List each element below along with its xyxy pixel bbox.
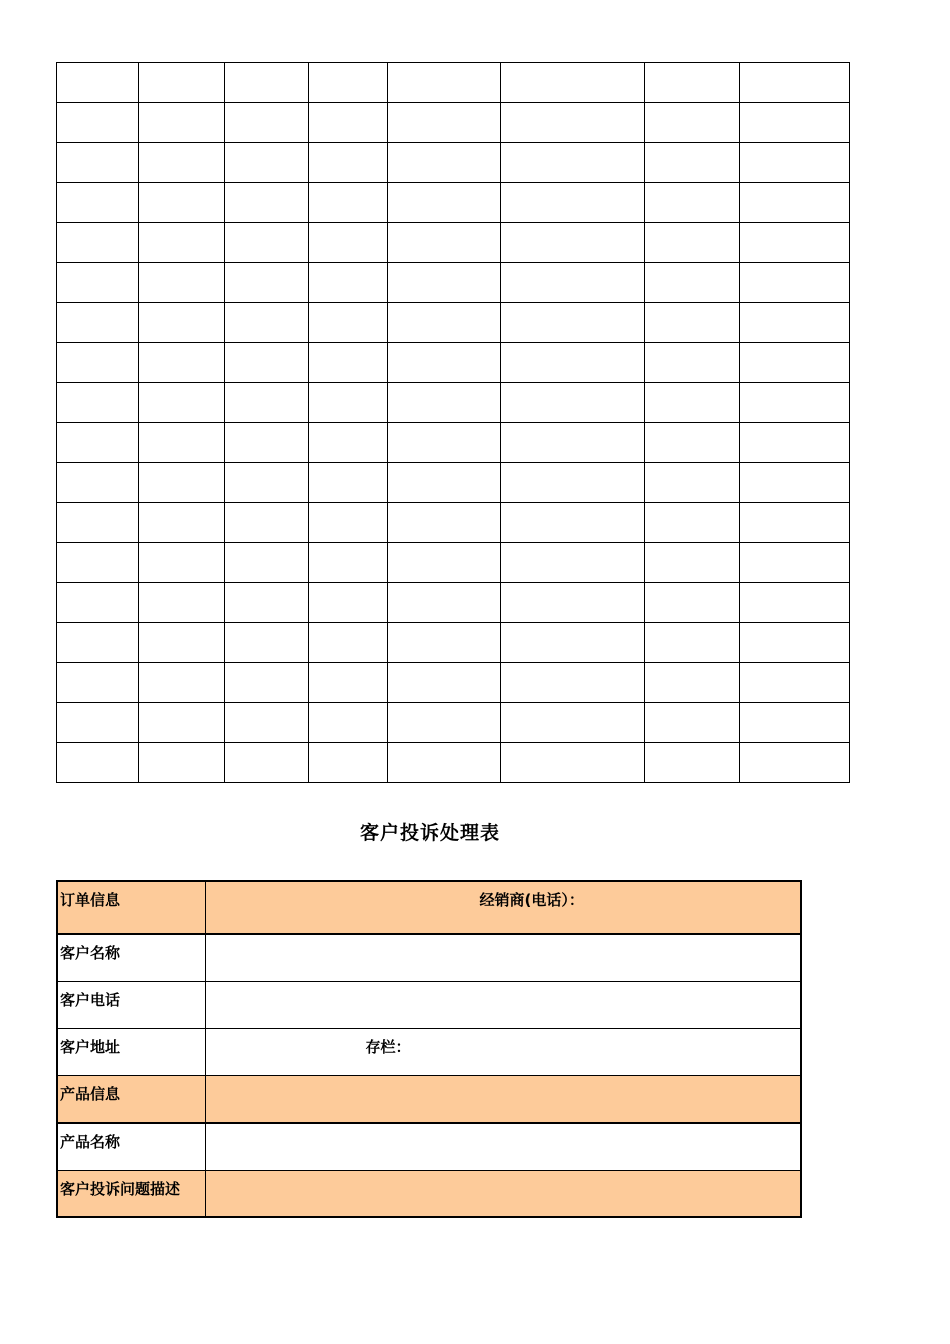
product-name-row [57, 1123, 801, 1170]
table-cell[interactable] [501, 543, 645, 583]
table-cell[interactable] [57, 63, 139, 103]
table-cell[interactable] [57, 143, 139, 183]
table-cell[interactable] [309, 503, 388, 543]
table-cell[interactable] [740, 423, 850, 463]
table-cell[interactable] [388, 343, 501, 383]
table-row [57, 263, 850, 303]
table-cell[interactable] [740, 223, 850, 263]
table-cell[interactable] [740, 503, 850, 543]
table-cell[interactable] [139, 423, 225, 463]
table-cell[interactable] [57, 703, 139, 743]
table-cell[interactable] [388, 583, 501, 623]
table-cell[interactable] [57, 423, 139, 463]
table-cell[interactable] [139, 623, 225, 663]
table-row [57, 343, 850, 383]
table-cell[interactable] [309, 463, 388, 503]
table-cell[interactable] [740, 383, 850, 423]
table-cell[interactable] [740, 343, 850, 383]
table-cell[interactable] [645, 143, 740, 183]
product-info-value[interactable] [205, 1075, 801, 1123]
customer-phone-label: 客户电话 [57, 981, 205, 1028]
table-cell[interactable] [645, 543, 740, 583]
product-name-field[interactable] [205, 1123, 801, 1170]
table-cell[interactable] [645, 63, 740, 103]
table-cell[interactable] [501, 743, 645, 783]
blank-grid-table [56, 62, 850, 783]
table-row [57, 663, 850, 703]
table-cell[interactable] [309, 143, 388, 183]
table-cell[interactable] [225, 343, 309, 383]
table-cell[interactable] [225, 743, 309, 783]
customer-name-label: 客户名称 [57, 934, 205, 981]
table-row [57, 63, 850, 103]
table-cell[interactable] [57, 463, 139, 503]
product-info-label: 产品信息 [57, 1075, 205, 1123]
table-cell[interactable] [501, 223, 645, 263]
complaint-form-table [56, 880, 802, 1218]
table-cell[interactable] [645, 103, 740, 143]
table-row [57, 423, 850, 463]
table-cell[interactable] [139, 543, 225, 583]
table-cell[interactable] [388, 383, 501, 423]
table-cell[interactable] [645, 663, 740, 703]
table-row [57, 503, 850, 543]
customer-phone-row [57, 981, 801, 1028]
dealer-label: 经销商(电话）： [479, 891, 584, 909]
table-cell[interactable] [225, 463, 309, 503]
table-cell[interactable] [388, 663, 501, 703]
table-cell[interactable] [388, 303, 501, 343]
table-cell[interactable] [139, 383, 225, 423]
table-cell[interactable] [225, 143, 309, 183]
table-cell[interactable] [740, 263, 850, 303]
table-cell[interactable] [309, 183, 388, 223]
table-cell[interactable] [309, 703, 388, 743]
customer-address-field[interactable] [205, 1028, 801, 1075]
table-cell[interactable] [225, 223, 309, 263]
table-row [57, 223, 850, 263]
table-cell[interactable] [501, 303, 645, 343]
table-cell[interactable] [501, 463, 645, 503]
table-cell[interactable] [501, 383, 645, 423]
customer-phone-field[interactable] [205, 981, 801, 1028]
table-cell[interactable] [740, 463, 850, 503]
table-cell[interactable] [388, 223, 501, 263]
table-cell[interactable] [388, 743, 501, 783]
table-cell[interactable] [740, 583, 850, 623]
table-cell[interactable] [388, 503, 501, 543]
table-cell[interactable] [57, 663, 139, 703]
table-cell[interactable] [740, 703, 850, 743]
table-row [57, 143, 850, 183]
table-cell[interactable] [388, 183, 501, 223]
table-cell[interactable] [740, 623, 850, 663]
table-cell[interactable] [645, 743, 740, 783]
table-cell[interactable] [501, 103, 645, 143]
table-cell[interactable] [645, 583, 740, 623]
table-cell[interactable] [645, 623, 740, 663]
order-info-label: 订单信息 [57, 881, 205, 934]
table-cell[interactable] [740, 103, 850, 143]
table-cell[interactable] [740, 63, 850, 103]
table-cell[interactable] [309, 103, 388, 143]
table-cell[interactable] [309, 743, 388, 783]
table-cell[interactable] [501, 63, 645, 103]
blank-grid-body [57, 63, 850, 783]
table-row [57, 583, 850, 623]
table-cell[interactable] [388, 703, 501, 743]
table-cell[interactable] [501, 663, 645, 703]
complaint-desc-row [57, 1170, 801, 1217]
product-name-label: 产品名称 [57, 1123, 205, 1170]
table-cell[interactable] [309, 543, 388, 583]
table-cell[interactable] [740, 183, 850, 223]
table-cell[interactable] [57, 543, 139, 583]
table-row [57, 543, 850, 583]
table-row [57, 623, 850, 663]
table-cell[interactable] [501, 343, 645, 383]
table-cell[interactable] [388, 103, 501, 143]
table-cell[interactable] [740, 143, 850, 183]
table-cell[interactable] [388, 463, 501, 503]
table-cell[interactable] [225, 423, 309, 463]
table-cell[interactable] [740, 543, 850, 583]
table-row [57, 103, 850, 143]
table-cell[interactable] [139, 183, 225, 223]
table-cell[interactable] [57, 583, 139, 623]
table-cell[interactable] [139, 63, 225, 103]
page-title: 客户投诉处理表 [359, 822, 500, 844]
table-cell[interactable] [309, 583, 388, 623]
customer-address-row [57, 1028, 801, 1075]
table-cell[interactable] [139, 223, 225, 263]
table-cell[interactable] [225, 263, 309, 303]
table-cell[interactable] [139, 103, 225, 143]
table-cell[interactable] [309, 303, 388, 343]
table-row [57, 303, 850, 343]
table-cell[interactable] [139, 303, 225, 343]
complaint-desc-label: 客户投诉问题描述 [57, 1170, 205, 1217]
table-cell[interactable] [501, 263, 645, 303]
table-cell[interactable] [225, 663, 309, 703]
table-cell[interactable] [57, 623, 139, 663]
product-info-row [57, 1075, 801, 1123]
table-cell[interactable] [309, 383, 388, 423]
order-info-value[interactable] [205, 881, 801, 934]
table-cell[interactable] [57, 183, 139, 223]
table-cell[interactable] [57, 503, 139, 543]
table-cell[interactable] [139, 343, 225, 383]
table-row [57, 183, 850, 223]
table-cell[interactable] [57, 343, 139, 383]
table-cell[interactable] [645, 303, 740, 343]
table-cell[interactable] [501, 423, 645, 463]
table-cell[interactable] [139, 503, 225, 543]
table-cell[interactable] [309, 623, 388, 663]
column-label: 存栏： [365, 1037, 411, 1056]
table-row [57, 463, 850, 503]
table-cell[interactable] [388, 423, 501, 463]
table-cell[interactable] [57, 223, 139, 263]
table-cell[interactable] [139, 463, 225, 503]
table-cell[interactable] [388, 263, 501, 303]
table-cell[interactable] [225, 503, 309, 543]
table-cell[interactable] [645, 343, 740, 383]
table-row [57, 383, 850, 423]
table-cell[interactable] [309, 63, 388, 103]
table-cell[interactable] [388, 623, 501, 663]
table-cell[interactable] [57, 743, 139, 783]
table-cell[interactable] [57, 103, 139, 143]
order-info-row [57, 881, 801, 934]
table-cell[interactable] [501, 183, 645, 223]
table-cell[interactable] [645, 183, 740, 223]
table-cell[interactable] [309, 343, 388, 383]
table-cell[interactable] [645, 463, 740, 503]
table-cell[interactable] [139, 663, 225, 703]
table-cell[interactable] [501, 143, 645, 183]
table-cell[interactable] [388, 63, 501, 103]
table-cell[interactable] [225, 583, 309, 623]
table-cell[interactable] [740, 663, 850, 703]
table-cell[interactable] [645, 383, 740, 423]
table-cell[interactable] [225, 183, 309, 223]
complaint-desc-field[interactable] [205, 1170, 801, 1217]
table-cell[interactable] [645, 263, 740, 303]
table-row [57, 743, 850, 783]
table-cell[interactable] [225, 63, 309, 103]
table-cell[interactable] [388, 543, 501, 583]
customer-name-field[interactable] [205, 934, 801, 981]
table-cell[interactable] [57, 383, 139, 423]
table-cell[interactable] [225, 543, 309, 583]
table-cell[interactable] [139, 143, 225, 183]
table-cell[interactable] [139, 583, 225, 623]
table-cell[interactable] [645, 423, 740, 463]
table-cell[interactable] [645, 223, 740, 263]
table-cell[interactable] [645, 703, 740, 743]
table-cell[interactable] [740, 743, 850, 783]
table-cell[interactable] [139, 743, 225, 783]
customer-address-label: 客户地址 [57, 1028, 205, 1075]
table-cell[interactable] [645, 503, 740, 543]
table-cell[interactable] [740, 303, 850, 343]
table-cell[interactable] [57, 303, 139, 343]
table-cell[interactable] [225, 703, 309, 743]
table-cell[interactable] [501, 623, 645, 663]
customer-name-row [57, 934, 801, 981]
table-cell[interactable] [139, 263, 225, 303]
table-cell[interactable] [309, 263, 388, 303]
table-cell[interactable] [225, 383, 309, 423]
table-cell[interactable] [309, 663, 388, 703]
table-cell[interactable] [309, 223, 388, 263]
table-cell[interactable] [57, 263, 139, 303]
table-cell[interactable] [225, 303, 309, 343]
table-cell[interactable] [225, 623, 309, 663]
table-cell[interactable] [501, 703, 645, 743]
table-row [57, 703, 850, 743]
table-cell[interactable] [139, 703, 225, 743]
table-cell[interactable] [225, 103, 309, 143]
table-cell[interactable] [501, 503, 645, 543]
table-cell[interactable] [388, 143, 501, 183]
table-cell[interactable] [309, 423, 388, 463]
table-cell[interactable] [501, 583, 645, 623]
